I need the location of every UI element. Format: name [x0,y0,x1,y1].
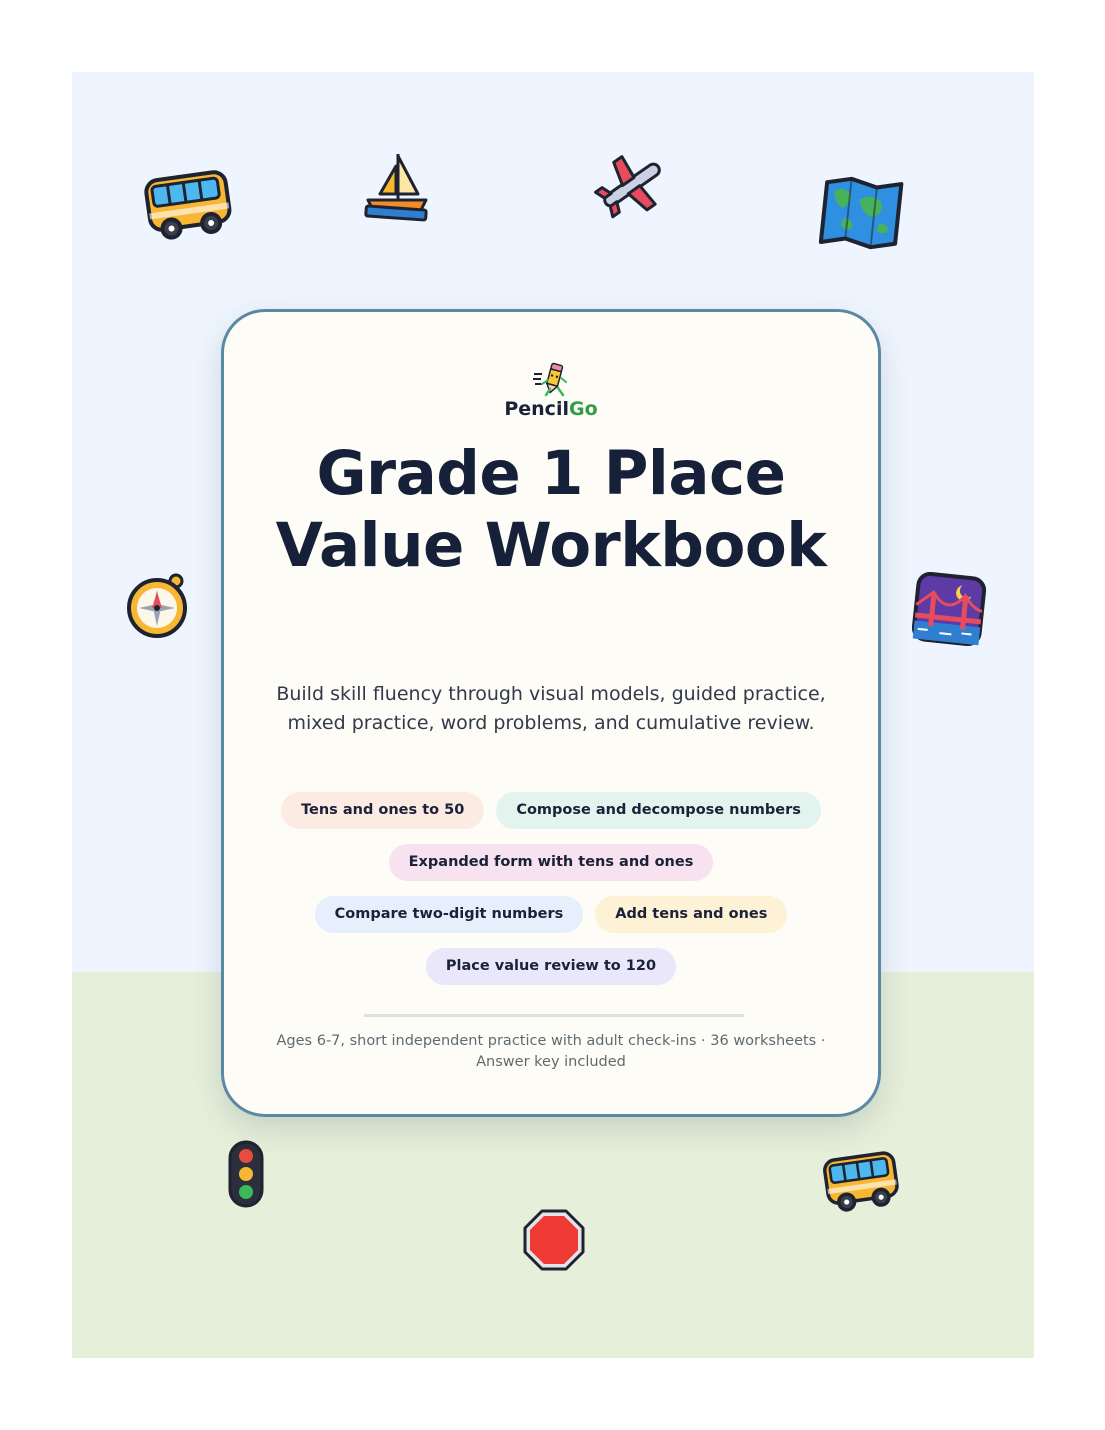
bus-icon [820,1146,902,1212]
brand-logo [224,398,878,420]
topic-tag: Tens and ones to 50 [281,792,484,829]
divider [364,1014,744,1017]
topic-tag: Add tens and ones [595,896,787,933]
running-pencil-icon [532,362,570,398]
topic-tag: Expanded form with tens and ones [389,844,714,881]
world-map-icon [818,176,904,252]
stop-sign-icon [522,1208,586,1272]
book-details: Ages 6-7, short independent practice with adult check-ins · 36 worksheets · Answer key included [276,1033,826,1070]
bridge-at-night-icon [912,572,986,646]
bus-icon [142,164,234,240]
book-subtitle: Build skill fluency through visual models, guided practice, mixed practice, word problems, and cumulative review. [276,683,826,734]
book-title: Grade 1 Place Value Workbook [275,438,827,581]
brand-name-part1: Pencil [504,398,569,420]
airplane-icon [594,150,670,220]
topic-tag: Compose and decompose numbers [496,792,821,829]
traffic-light-icon [226,1138,266,1210]
topic-tag: Place value review to 120 [426,948,676,985]
topic-tag: Compare two-digit numbers [315,896,584,933]
sailboat-icon [362,150,430,222]
topic-tags [224,792,878,1000]
brand-name-part2: Go [568,398,598,420]
compass-icon [124,572,192,640]
cover-card [221,309,881,1117]
